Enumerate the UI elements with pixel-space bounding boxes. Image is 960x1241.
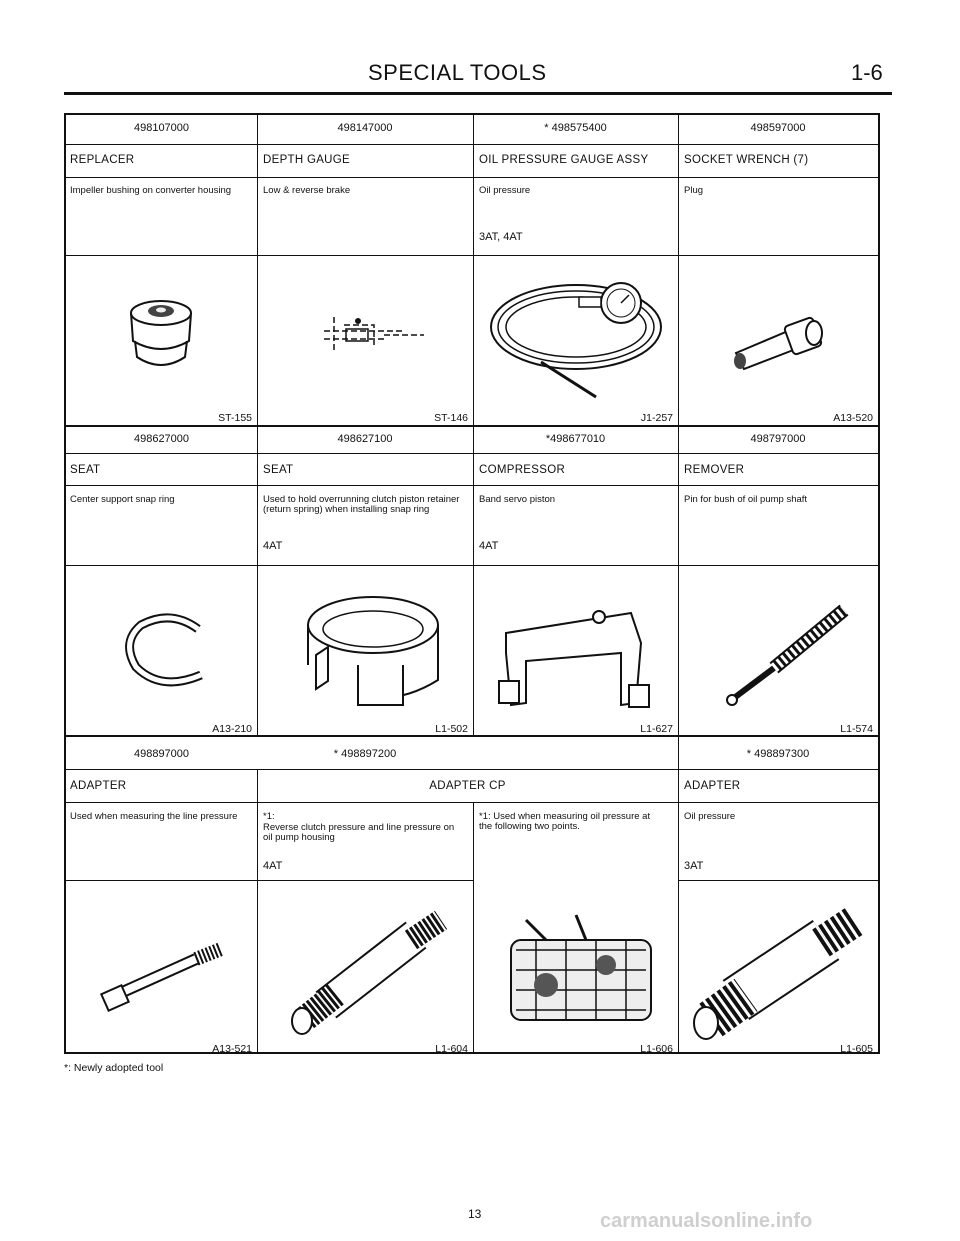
tool-use: Plug (684, 185, 704, 196)
tool-number: * 498897300 (746, 748, 810, 760)
tool-use: Oil pressure (479, 185, 531, 196)
figure-id: ST-146 (434, 412, 468, 424)
tool-use: Oil pressure (684, 811, 736, 822)
row-divider (66, 880, 473, 881)
tool-name: ADAPTER (70, 780, 127, 792)
page-number: 13 (468, 1207, 482, 1221)
tool-number: *498677010 (545, 433, 606, 445)
figure-id: A13-520 (833, 412, 873, 424)
tool-name: ADAPTER CP (429, 780, 506, 792)
row-divider (66, 565, 878, 566)
tool-use: Impeller bushing on converter housing (70, 185, 232, 196)
figure-id: L1-605 (840, 1043, 873, 1055)
figure-id: L1-606 (640, 1043, 673, 1055)
applicable-models: 4AT (263, 540, 283, 552)
tool-name: SEAT (70, 464, 101, 476)
tool-name: SEAT (263, 464, 294, 476)
footnote: *: Newly adopted tool (64, 1062, 164, 1074)
tool-use: Low & reverse brake (263, 185, 351, 196)
bushing-replacer-icon (121, 291, 201, 381)
tool-use: Used to hold overrunning clutch piston retainer (return spring) when installing snap ring (263, 494, 460, 515)
tool-number: 498147000 (337, 122, 393, 134)
figure-id: ST-155 (218, 412, 252, 424)
tool-use-marker: *1: (263, 811, 275, 822)
tool-number: 498627100 (337, 433, 393, 445)
col-divider (257, 769, 258, 1054)
tool-name: COMPRESSOR (479, 464, 566, 476)
row-divider (66, 177, 878, 178)
col-divider (473, 802, 474, 1054)
hex-adapter-large-icon (686, 905, 871, 1045)
tool-name: SOCKET WRENCH (7) (684, 154, 809, 166)
header-rule (64, 92, 892, 95)
knurled-remover-icon (714, 590, 864, 710)
hex-adapter-icon (276, 910, 461, 1035)
transmission-icon (486, 910, 671, 1040)
row-divider (66, 485, 878, 486)
clutch-seat-icon (298, 585, 448, 715)
depth-gauge-icon (314, 307, 434, 357)
figure-id: A13-210 (212, 723, 252, 735)
figure-id: L1-502 (435, 723, 468, 735)
row-divider (678, 880, 878, 881)
tool-name: OIL PRESSURE GAUGE ASSY (479, 154, 649, 166)
col-divider (678, 736, 679, 1054)
tool-number: 498597000 (750, 122, 806, 134)
applicable-models: 4AT (263, 860, 283, 872)
row-divider (66, 425, 878, 427)
section-number: 1-6 (851, 60, 883, 85)
tool-use: *1: Used when measuring oil pressure at the following two points. (479, 811, 651, 832)
row-divider (66, 255, 878, 256)
tool-number: 498627000 (133, 433, 190, 445)
applicable-models: 4AT (479, 540, 499, 552)
compressor-bracket-icon (481, 593, 676, 723)
pressure-gauge-icon (481, 267, 676, 407)
tool-name: REPLACER (70, 154, 135, 166)
figure-id: L1-627 (640, 723, 673, 735)
tool-use: Band servo piston (479, 494, 556, 505)
figure-id: J1-257 (640, 412, 673, 424)
snap-ring-seat-icon (116, 607, 216, 697)
tool-use: Pin for bush of oil pump shaft (684, 494, 808, 505)
tool-name: ADAPTER (684, 780, 741, 792)
socket-wrench-icon (726, 313, 836, 373)
applicable-models: 3AT (684, 860, 704, 872)
tool-number: * 498897200 (333, 748, 397, 760)
page-title: SPECIAL TOOLS (368, 60, 547, 85)
figure-id: A13-521 (212, 1043, 252, 1055)
tool-use: Reverse clutch pressure and line pressure on oil pump housing (263, 822, 455, 843)
tool-name: DEPTH GAUGE (263, 154, 351, 166)
tools-table (64, 113, 880, 1054)
line-adapter-icon (96, 937, 236, 1017)
tool-number: 498797000 (750, 433, 806, 445)
applicable-models: 3AT, 4AT (479, 231, 523, 243)
tool-name: REMOVER (684, 464, 745, 476)
row-divider (66, 769, 878, 770)
row-divider (66, 453, 878, 454)
tool-use: Center support snap ring (70, 494, 175, 505)
tool-number: 498107000 (133, 122, 190, 134)
tool-number: * 498575400 (544, 122, 607, 134)
row-divider (66, 802, 878, 803)
figure-id: L1-574 (840, 723, 873, 735)
tool-number: 498897000 (133, 748, 190, 760)
tool-use: Used when measuring the line pressure (70, 811, 238, 822)
figure-id: L1-604 (435, 1043, 468, 1055)
row-divider (66, 735, 878, 737)
watermark: carmanualsonline.info (600, 1210, 813, 1232)
row-divider (66, 144, 878, 145)
